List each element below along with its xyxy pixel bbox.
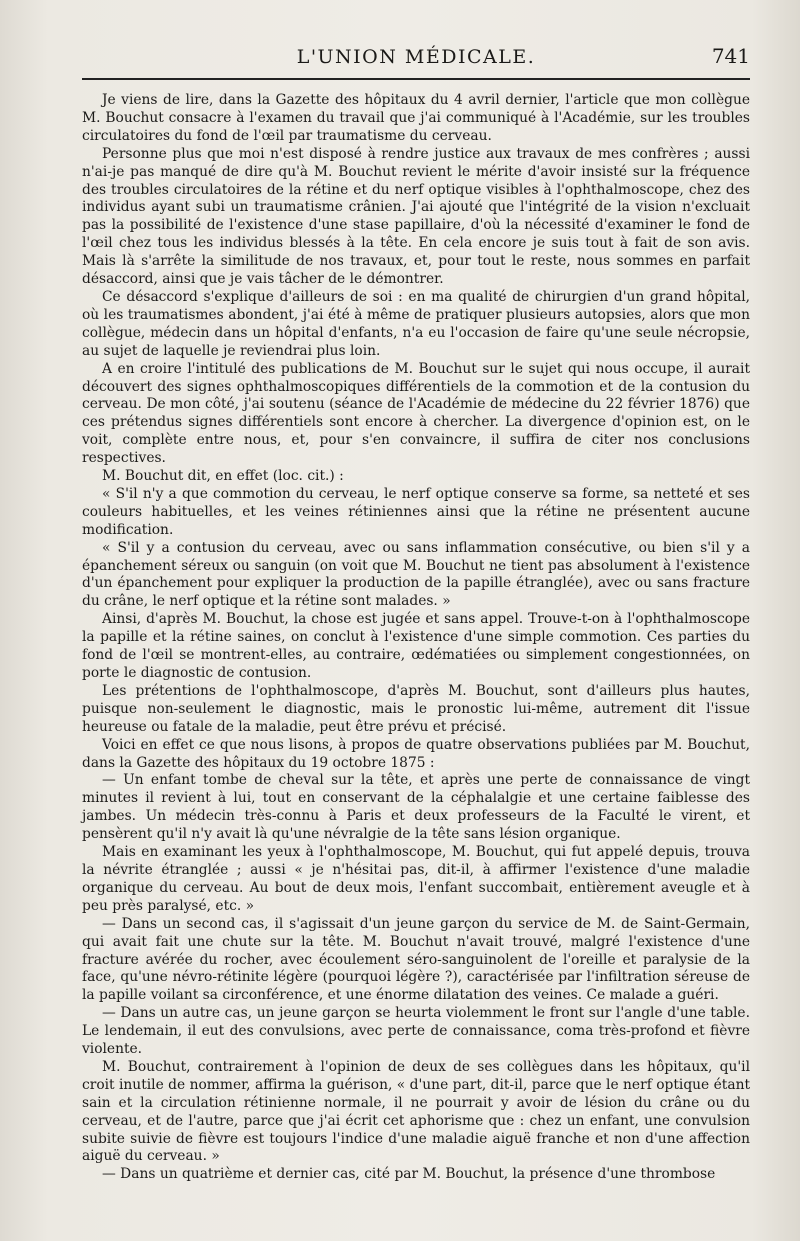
paragraph: Je viens de lire, dans la Gazette des hôpitaux du 4 avril dernier, l'article que mon collègue M. Bouchut consacre à l'examen du travail que j'ai communiqué à l'Académie, sur les troubles circulatoires du fond de l'œil par traumatisme du cerveau. bbox=[82, 92, 750, 144]
paragraph: Voici en effet ce que nous lisons, à propos de quatre observations publiées par M. Bouchut, dans la Gazette des hôpitaux du 19 octobre 1875 : bbox=[82, 736, 750, 771]
paragraph: — Dans un autre cas, un jeune garçon se heurta violemment le front sur l'angle d'une table. Le lendemain, il eut des convulsions, avec perte de connaissance, coma très-profond et fièvre violente. bbox=[82, 1005, 750, 1058]
paragraph: — Dans un second cas, il s'agissait d'un jeune garçon du service de M. de Saint-Germain, qui avait fait une chute sur la tête. M. Bouchut n'avait trouvé, malgré l'existence d'une fracture avérée du rocher, avec écoulement séro-sanguinolent de l'oreille et paralysie de la face, qu'une névro-rétinite légère (pourquoi légère ?), caractérisée par l'infiltration séreuse de la papille voilant sa circonférence, et une énorme dilatation des veines. Ce malade a guéri. bbox=[82, 915, 750, 1004]
paragraph: M. Bouchut dit, en effet (loc. cit.) : bbox=[102, 468, 344, 485]
running-title: L'UNION MÉDICALE. bbox=[296, 46, 536, 68]
article-body bbox=[82, 80, 750, 1184]
paragraph: Personne plus que moi n'est disposé à rendre justice aux travaux de mes confrères ; aussi n'ai-je pas manqué de dire qu'à M. Bouchut revient le mérite d'avoir insisté sur la fréquence des troubles circulatoires de la rétine et du nerf optique visibles à l'ophthalmoscope, chez des individus ayant subi un traumatisme crânien. J'ai ajouté que l'intégrité de la vision n'excluait pas la possibilité de l'existence d'une stase papillaire, d'où la nécessité d'examiner le fond de l'œil chez tous les individus blessés à la tête. En cela encore je suis tout à fait de son avis. Mais là s'arrête la similitude de nos travaux, et, pour tout le reste, nous sommes en parfait désaccord, ainsi que je vais tâcher de le démontrer. bbox=[82, 145, 750, 288]
paragraph: Ce désaccord s'explique d'ailleurs de soi : en ma qualité de chirurgien d'un grand hôpital, où les traumatismes abondent, j'ai été à même de pratiquer plusieurs autopsies, alors que mon collègue, médecin dans un hôpital d'enfants, n'a eu l'occasion de faire qu'une seule nécropsie, au sujet de laquelle je reviendrai plus loin. bbox=[82, 288, 750, 359]
paragraph: Ainsi, d'après M. Bouchut, la chose est jugée et sans appel. Trouve-t-on à l'ophthalmoscope la papille et la rétine saines, on conclut à l'existence d'une simple commotion. Ces parties du fond de l'œil se montrent-elles, au contraire, œdématiées ou simplement congestionnées, on porte le diagnostic de contusion. bbox=[82, 611, 750, 681]
paragraph: « S'il y a contusion du cerveau, avec ou sans inflammation consécutive, ou bien s'il y a épanchement séreux ou sanguin (on voit que M. Bouchut ne tient pas absolument à l'existence d'un épanchement pour expliquer la production de la papille étranglée), avec ou sans fracture du crâne, le nerf optique et la rétine sont malades. » bbox=[82, 539, 750, 610]
paragraph: — Un enfant tombe de cheval sur la tête, et après une perte de connaissance de vingt minutes il revient à lui, tout en conservant de la céphalalgie et une certaine faiblesse des jambes. Un médecin très-connu à Paris et deux professeurs de la Faculté le virent, et pensèrent qu'il n'y avait là qu'une névralgie de la tête sans lésion organique. bbox=[82, 772, 750, 843]
page-header bbox=[82, 38, 750, 80]
paragraph: « S'il n'y a que commotion du cerveau, le nerf optique conserve sa forme, sa netteté et ses couleurs habituelles, et les veines rétiniennes ainsi que la rétine ne présentent aucune modification. bbox=[82, 485, 750, 538]
paragraph: M. Bouchut, contrairement à l'opinion de deux de ses collègues dans les hôpitaux, qu'il croit inutile de nommer, affirma la guérison, « d'une part, dit-il, parce que le nerf optique étant sain et la circulation rétinienne normale, il ne pourrait y avoir de lésion du crâne ou du cerveau, et de l'autre, parce que j'ai écrit cet aphorisme que : chez un enfant, une convulsion subite suivie de fièvre est toujours l'indice d'une maladie aiguë franche et non d'une affection aiguë du cerveau. » bbox=[82, 1058, 750, 1165]
paragraph: A en croire l'intitulé des publications de M. Bouchut sur le sujet qui nous occupe, il aurait découvert des signes ophthalmoscopiques différentiels de la commotion et de la contusion du cerveau. De mon côté, j'ai soutenu (séance de l'Académie de médecine du 22 février 1876) que ces prétendus signes différentiels sont encore à chercher. La divergence d'opinion est, on le voit, complète entre nous, et, pour s'en convaincre, il suffira de citer nos conclusions respectives. bbox=[82, 360, 750, 467]
paragraph: Mais en examinant les yeux à l'ophthalmoscope, M. Bouchut, qui fut appelé depuis, trouva la névrite étranglée ; aussi « je n'hésitai pas, dit-il, à affirmer l'existence d'une maladie organique du cerveau. Au bout de deux mois, l'enfant succombait, entièrement aveugle et à peu près paralysé, etc. » bbox=[82, 844, 750, 914]
page-number: 741 bbox=[711, 44, 750, 68]
paragraph: Les prétentions de l'ophthalmoscope, d'après M. Bouchut, sont d'ailleurs plus hautes, puisque non-seulement le diagnostic, mais le pronostic lui-même, autrement dit l'issue heureuse ou fatale de la maladie, peut être prévu et précisé. bbox=[82, 682, 750, 735]
paragraph: — Dans un quatrième et dernier cas, cité par M. Bouchut, la présence d'une thrombose bbox=[102, 1166, 716, 1183]
